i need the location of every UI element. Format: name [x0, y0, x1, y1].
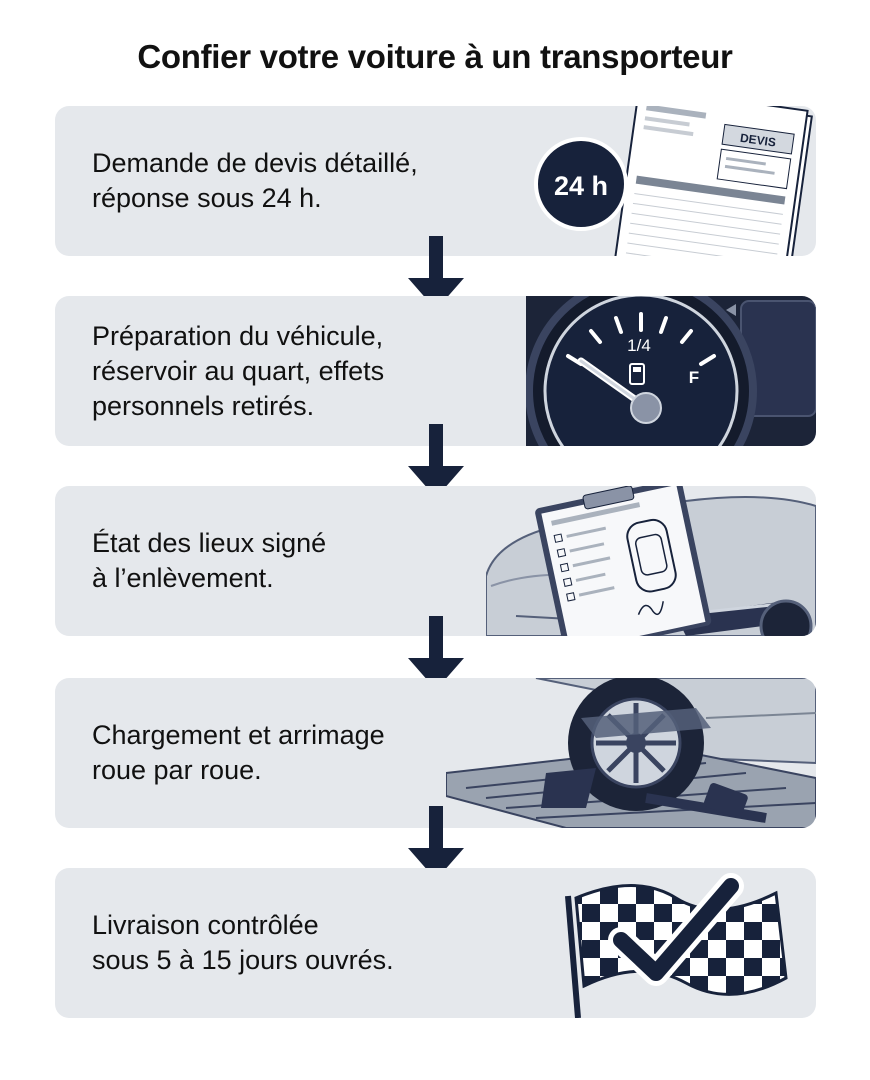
step-line: Préparation du véhicule,: [92, 320, 384, 351]
doc-label: DEVIS: [739, 130, 777, 150]
badge-24h: 24 h: [553, 171, 609, 201]
step-text: [92, 296, 532, 446]
step-line: Chargement et arrimage: [92, 720, 385, 750]
step-text: [92, 106, 532, 256]
step-card-quote: [55, 106, 816, 256]
step-text: [92, 486, 532, 636]
page-title: Confier votre voiture à un transporteur: [137, 38, 733, 75]
step-card-delivery: [55, 868, 816, 1018]
quote-document-icon: [496, 106, 816, 256]
step-card-inspection: [55, 486, 816, 636]
gauge-quarter-label: 1/4: [627, 336, 651, 355]
step-line: sous 5 à 15 jours ouvrés.: [92, 945, 394, 975]
step-line: roue par roue.: [92, 755, 262, 785]
fuel-gauge-icon: [526, 296, 816, 446]
checkered-flag-icon: [546, 868, 816, 1018]
step-text: [92, 868, 532, 1018]
wheel-strap-icon: [446, 678, 816, 828]
inspection-clipboard-icon: [486, 486, 816, 636]
step-line: personnels retirés.: [92, 390, 315, 421]
step-line: Livraison contrôlée: [92, 910, 319, 940]
gauge-full-label: F: [688, 368, 700, 387]
step-line: État des lieux signé: [92, 528, 327, 558]
step-line: à l’enlèvement.: [92, 563, 274, 593]
step-line: Demande de devis détaillé,: [92, 148, 418, 178]
step-line: réservoir au quart, effets: [92, 355, 385, 386]
step-line: réponse sous 24 h.: [92, 183, 322, 213]
